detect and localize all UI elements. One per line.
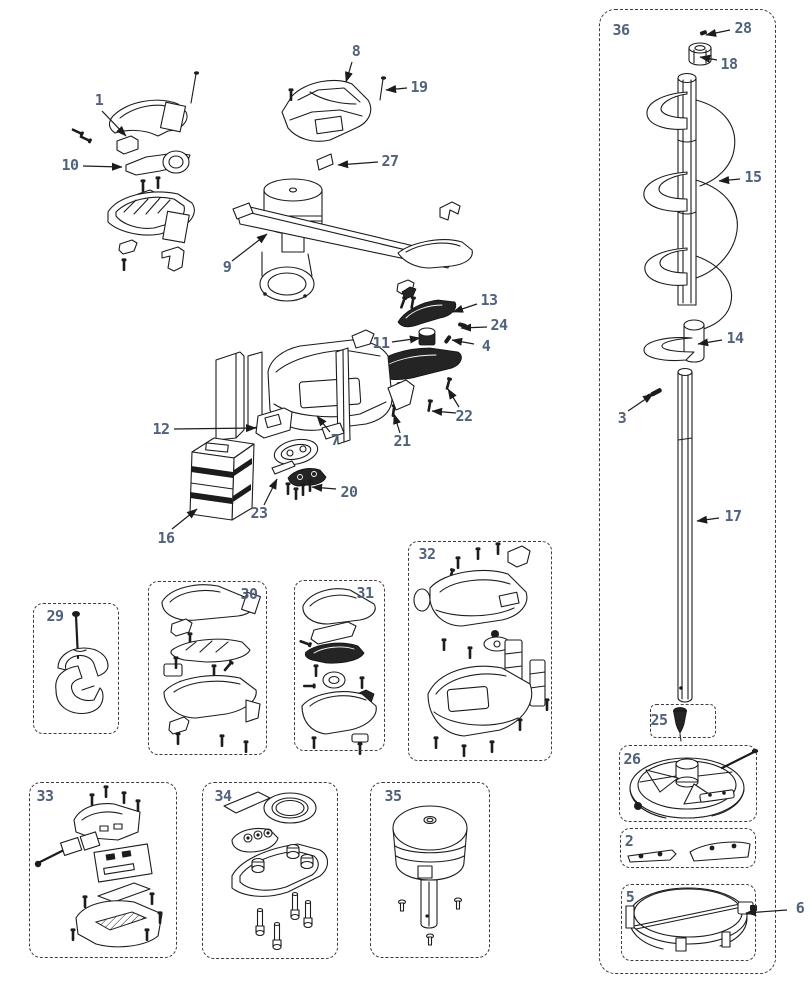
callout-arrow-16	[172, 509, 197, 529]
part-label-7: 7	[330, 431, 340, 449]
part-label-20: 20	[340, 483, 358, 501]
callout-arrow-6	[746, 910, 787, 913]
callout-arrow-18	[700, 57, 717, 60]
part-label-27: 27	[381, 152, 399, 170]
callout-arrow-15	[719, 179, 740, 181]
group-label-25: 25	[650, 711, 668, 729]
group-label-34: 34	[214, 787, 232, 805]
part-label-15: 15	[744, 168, 762, 186]
part-label-1: 1	[94, 91, 104, 109]
callout-arrow-4	[452, 340, 474, 344]
callout-arrow-20	[312, 487, 336, 489]
group-label-29: 29	[46, 607, 64, 625]
callout-arrow-17	[697, 518, 719, 521]
part-label-4: 4	[481, 337, 491, 355]
group-label-30: 30	[240, 585, 258, 603]
callout-arrow-27	[338, 162, 378, 165]
part-label-24: 24	[490, 316, 508, 334]
callout-arrow-28	[706, 30, 730, 35]
part-label-6: 6	[795, 899, 805, 917]
part-label-12: 12	[152, 420, 170, 438]
group-label-5: 5	[625, 888, 635, 906]
part-label-18: 18	[720, 55, 738, 73]
part-label-21: 21	[393, 432, 411, 450]
part-label-22: 22	[455, 407, 473, 425]
callout-arrow-19	[386, 88, 407, 90]
callout-arrow-22	[448, 389, 459, 407]
group-label-31: 31	[356, 584, 374, 602]
callout-arrow-24	[461, 327, 487, 328]
part-label-13: 13	[480, 291, 498, 309]
group-label-35: 35	[384, 787, 402, 805]
callout-arrow-8	[346, 62, 352, 82]
part-label-23: 23	[250, 504, 268, 522]
group-label-36: 36	[612, 21, 630, 39]
callout-arrow-14	[698, 340, 722, 344]
part-label-3: 3	[617, 409, 627, 427]
callout-arrow-1	[102, 111, 126, 136]
part-label-10: 10	[61, 156, 79, 174]
callout-arrow-10	[83, 166, 122, 167]
callout-arrow-9	[232, 234, 267, 261]
callout-arrow-11	[392, 338, 420, 342]
callout-arrow-13	[453, 304, 477, 312]
group-label-2: 2	[624, 832, 634, 850]
part-label-19: 19	[410, 78, 428, 96]
part-label-11: 11	[372, 334, 390, 352]
callout-arrow-21	[394, 414, 400, 433]
callout-arrow-22	[432, 411, 456, 413]
group-label-33: 33	[36, 787, 54, 805]
group-label-26: 26	[623, 750, 641, 768]
part-label-9: 9	[222, 258, 232, 276]
callout-arrow-23	[264, 479, 277, 505]
callout-arrow-12	[174, 428, 256, 429]
part-label-16: 16	[157, 529, 175, 547]
group-label-32: 32	[418, 545, 436, 563]
part-label-17: 17	[724, 507, 742, 525]
part-label-8: 8	[351, 42, 361, 60]
callout-arrow-7	[317, 416, 330, 432]
part-label-28: 28	[734, 19, 752, 37]
part-label-14: 14	[726, 329, 744, 347]
callout-arrow-3	[628, 394, 653, 411]
